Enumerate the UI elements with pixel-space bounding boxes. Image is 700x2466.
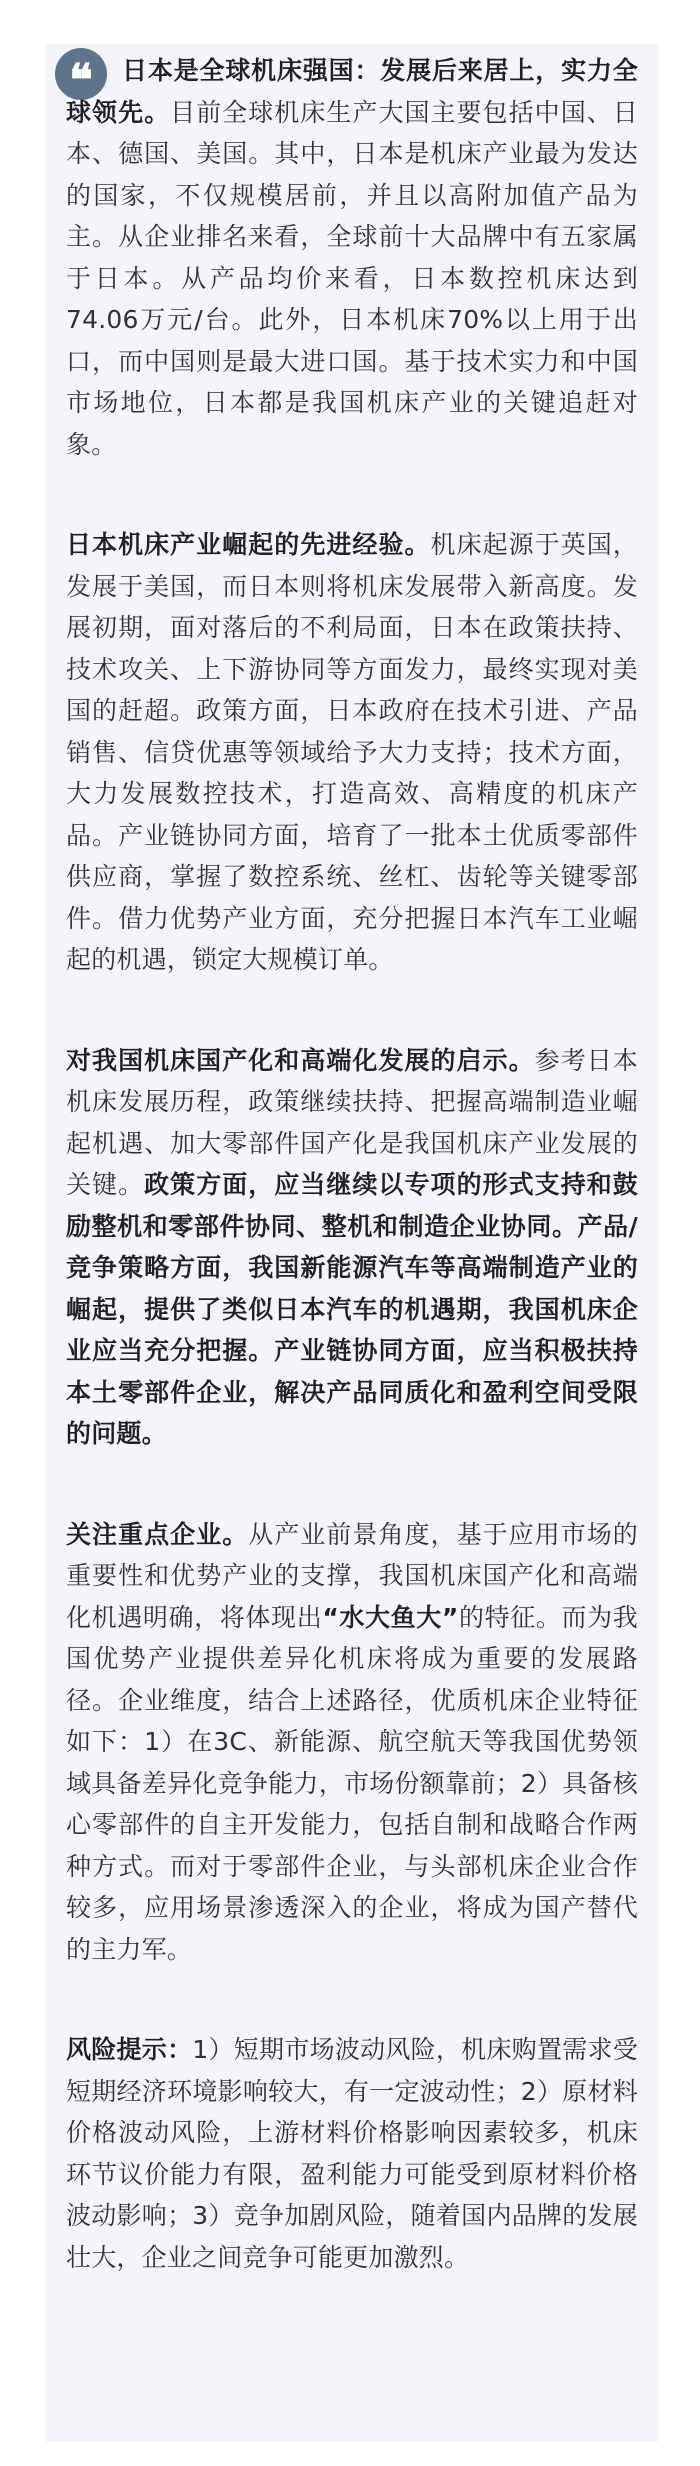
section-heading: 对我国机床国产化和高端化发展的启示。 xyxy=(66,1045,535,1075)
quote-icon: ❝ xyxy=(55,48,107,100)
section-key-companies xyxy=(66,1514,638,1971)
section-text: 1）短期市场波动风险，机床购置需求受短期经济环境影响较大，有一定波动性；2）原材料价格波动风险，上游材料价格影响因素较多，机床环节议价能力有限，盈利能力可能受到原材料价格波动影响；3）竞争加剧风险，随着国内品牌的发展壮大，企业之间竞争可能更加激烈。 xyxy=(66,2035,638,2272)
section-heading: 日本是全球机床强国：发展后来居上，实力全球领先。 xyxy=(66,56,638,127)
section-heading: 关注重点企业。 xyxy=(66,1519,249,1549)
section-text: 的特征。而为我国优势产业提供差异化机床将成为重要的发展路径。企业维度，结合上述路径，优质机床企业特征如下：1）在3C、新能源、航空航天等我国优势领域具备差异化竞争能力，市场份额靠前；2）具备核心零部件的自主开发能力，包括自制和战略合作两种方式。而对于零部件企业，与头部机床企业合作较多，应用场景渗透深入的企业，将成为国产替代的主力军。 xyxy=(66,1602,638,1964)
article-body xyxy=(66,50,638,2278)
section-risk-notice xyxy=(66,2029,638,2278)
section-text: 参考日本机床发展历程，政策继续扶持、把握高端制造业崛起机遇、加大零部件国产化是我国机床产业发展的关键。 xyxy=(66,1045,638,1199)
section-heading: 风险提示： xyxy=(66,2035,193,2064)
section-japan-experience xyxy=(66,524,638,981)
highlight-quote: “水大鱼大” xyxy=(322,1602,459,1632)
section-text: 机床起源于英国，发展于美国，而日本则将机床发展带入新高度。发展初期，面对落后的不利局面，日本在政策扶持、技术攻关、上下游协同等方面发力，最终实现对美国的赶超。政策方面，日本政府在技术引进、产品销售、信贷优惠等领域给予大力支持；技术方面，大力发展数控技术，打造高效、高精度的机床产品。产业链协同方面，培育了一批本土优质零部件供应商，掌握了数控系统、丝杠、齿轮等关键零部件。借力优势产业方面，充分把握日本汽车工业崛起的机遇，锁定大规模订单。 xyxy=(66,530,638,974)
section-heading: 日本机床产业崛起的先进经验。 xyxy=(66,530,431,559)
section-text: 目前全球机床生产大国主要包括中国、日本、德国、美国。其中，日本是机床产业最为发达的国家，不仅规模居前，并且以高附加值产品为主。从企业排名来看，全球前十大品牌中有五家属于日本。从产品均价来看，日本数控机床达到74.06万元/台。此外，日本机床70%以上用于出口，而中国则是最大进口国。基于技术实力和中国市场地位，日本都是我国机床产业的关键追赶对象。 xyxy=(66,97,638,459)
section-text: 从产业前景角度，基于应用市场的重要性和优势产业的支撑，我国机床国产化和高端化机遇明确，将体现出 xyxy=(66,1519,638,1632)
section-japan-leadership xyxy=(66,50,638,465)
section-implications xyxy=(66,1040,638,1455)
section-bold-text: 政策方面，应当继续以专项的形式支持和鼓励整机和零部件协同、整机和制造企业协同。产品/竞争策略方面，我国新能源汽车等高端制造产业的崛起，提供了类似日本汽车的机遇期，我国机床企业应当充分把握。产业链协同方面，应当积极扶持本土零部件企业，解决产品同质化和盈利空间受限的问题。 xyxy=(66,1170,638,1448)
